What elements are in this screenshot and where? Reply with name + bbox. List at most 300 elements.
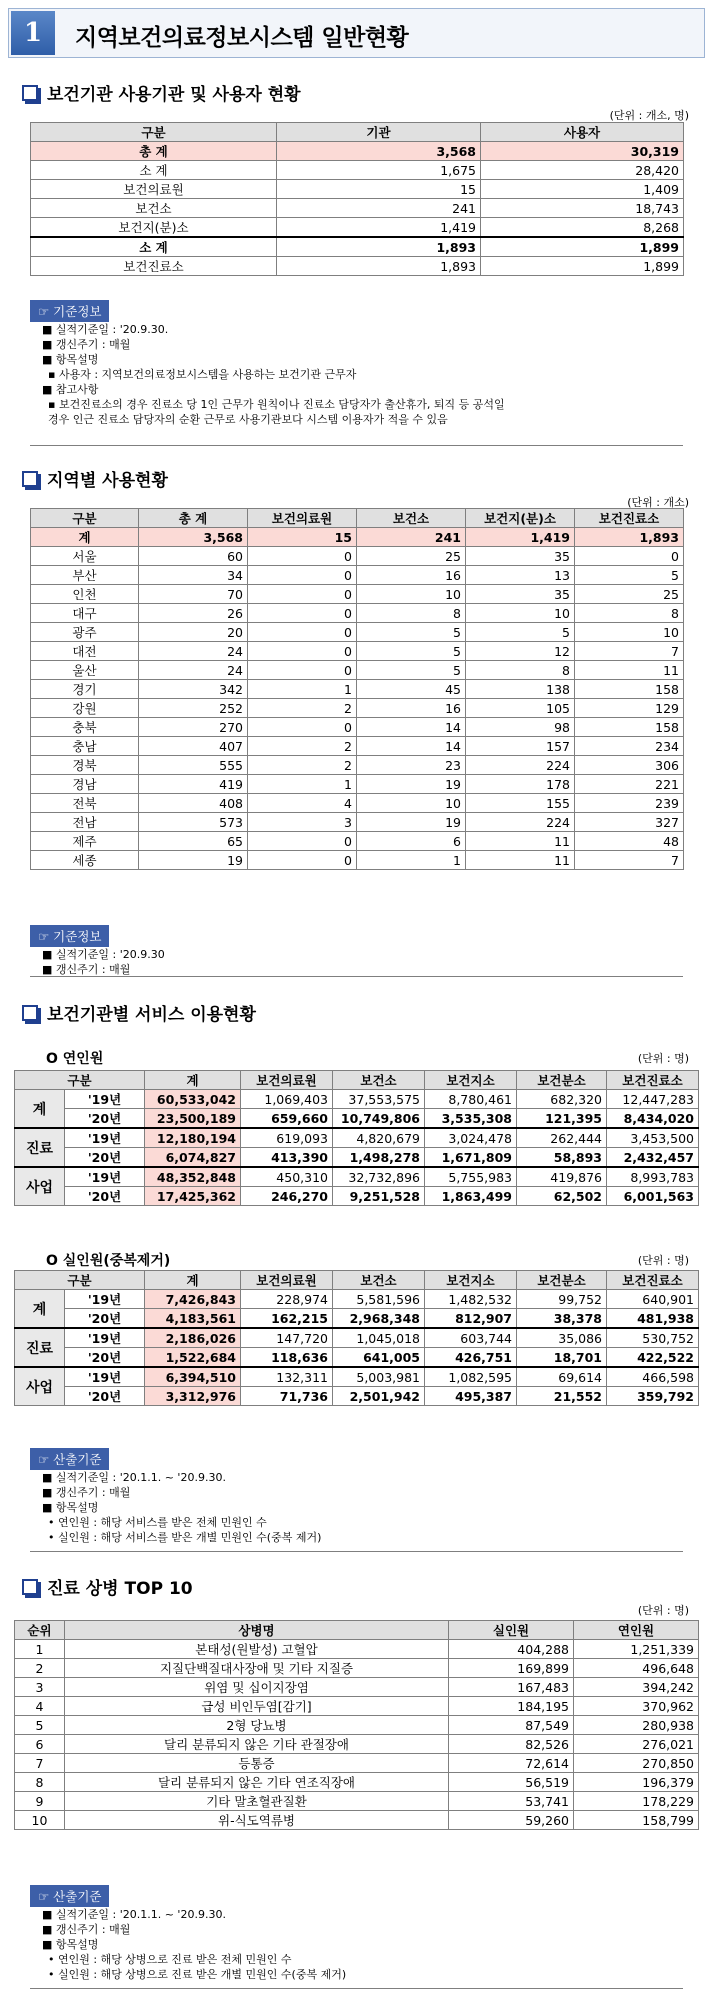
table-cell: 서울 (31, 547, 139, 566)
group-label: 계 (15, 1090, 65, 1129)
table-cell: 53,741 (449, 1792, 574, 1811)
table-cell: 573 (139, 813, 248, 832)
table-cell: 10 (466, 604, 575, 623)
section-title-3: 보건기관별 서비스 이용현황 (22, 1000, 256, 1025)
table-cell: 충북 (31, 718, 139, 737)
table-cell: 221 (575, 775, 684, 794)
table-cell: 위염 및 십이지장염 (65, 1678, 449, 1697)
table-cell: 대구 (31, 604, 139, 623)
table-cell: 6,001,563 (607, 1187, 699, 1206)
table-cell: 138 (466, 680, 575, 699)
column-header: 실인원 (449, 1621, 574, 1640)
table-cell: 0 (248, 832, 357, 851)
table-cell: 8,268 (481, 218, 684, 238)
table-row (15, 1697, 699, 1716)
table-row (15, 1090, 699, 1109)
table-cell: 2형 당뇨병 (65, 1716, 449, 1735)
table-cell: 12 (466, 642, 575, 661)
table-cell: 2 (15, 1659, 65, 1678)
table-header-row (15, 1271, 699, 1290)
table-cell: 경북 (31, 756, 139, 775)
table-cell: 1,482,532 (425, 1290, 517, 1309)
table-cell: 5 (466, 623, 575, 642)
year-label: '19년 (65, 1167, 145, 1187)
table-cell: 8,993,783 (607, 1167, 699, 1187)
year-label: '20년 (65, 1348, 145, 1368)
table-cell: 11 (466, 832, 575, 851)
table-row (31, 566, 684, 585)
table-cell: 481,938 (607, 1309, 699, 1329)
table-row (31, 680, 684, 699)
column-header: 보건분소 (517, 1071, 607, 1090)
table-cell: 2 (248, 737, 357, 756)
group-label: 사업 (15, 1167, 65, 1206)
table-cell: 25 (575, 585, 684, 604)
table-header-row (31, 509, 684, 528)
table-cell: 17,425,362 (145, 1187, 241, 1206)
table-cell: 1,893 (575, 528, 684, 547)
table-cell: 전북 (31, 794, 139, 813)
table-cell: 99,752 (517, 1290, 607, 1309)
table-cell: 407 (139, 737, 248, 756)
table-cell: 1 (15, 1640, 65, 1659)
table-cell: 121,395 (517, 1109, 607, 1129)
table-cell: 252 (139, 699, 248, 718)
column-header: 기관 (277, 123, 481, 142)
info-line: ■ 항목설명 (42, 1938, 99, 1951)
table-cell: 60,533,042 (145, 1090, 241, 1109)
table-cell: 28,420 (481, 161, 684, 180)
table-row (15, 1348, 699, 1368)
table-cell: 70 (139, 585, 248, 604)
table-cell: 1,671,809 (425, 1148, 517, 1168)
table-cell: 지질단백질대사장애 및 기타 지질증 (65, 1659, 449, 1678)
table-cell: 2 (248, 699, 357, 718)
table-row (31, 199, 684, 218)
table-row (15, 1387, 699, 1406)
table-cell: 1,863,499 (425, 1187, 517, 1206)
table-cell: 26 (139, 604, 248, 623)
table-cell: 20 (139, 623, 248, 642)
column-header: 보건소 (357, 509, 466, 528)
table-cell: 34 (139, 566, 248, 585)
table-cell: 56,519 (449, 1773, 574, 1792)
table-cell: 5,581,596 (333, 1290, 425, 1309)
table-row (31, 237, 684, 257)
info-line: ■ 갱신주기 : 매월 (42, 963, 131, 976)
institution-user-table (30, 122, 684, 276)
table-cell: 496,648 (574, 1659, 699, 1678)
table-cell: 184,195 (449, 1697, 574, 1716)
table-cell: 408 (139, 794, 248, 813)
table-cell: 10 (575, 623, 684, 642)
year-label: '20년 (65, 1387, 145, 1406)
info-line: • 연인원 : 해당 서비스를 받은 전체 민원인 수 (48, 1516, 267, 1529)
table-cell: 1,045,018 (333, 1328, 425, 1348)
info-header: ☞ 기준정보 (30, 300, 109, 322)
unique-patients-table (14, 1270, 699, 1406)
table-cell: 48,352,848 (145, 1167, 241, 1187)
table-cell: 5 (357, 642, 466, 661)
table-row (15, 1678, 699, 1697)
table-cell: 급성 비인두염[감기] (65, 1697, 449, 1716)
table-cell: 419 (139, 775, 248, 794)
group-label: 계 (15, 1290, 65, 1329)
info-header: ☞ 산출기준 (30, 1885, 109, 1907)
info-line: ■ 실적기준일 : '20.1.1. ~ '20.9.30. (42, 1908, 226, 1921)
table-cell: 10 (15, 1811, 65, 1830)
table-cell: 1,419 (466, 528, 575, 547)
table-cell: 9 (15, 1792, 65, 1811)
table-cell: 9,251,528 (333, 1187, 425, 1206)
table-cell: 1 (357, 851, 466, 870)
column-header: 보건의료원 (248, 509, 357, 528)
table-cell: 5,755,983 (425, 1167, 517, 1187)
table-row (31, 142, 684, 161)
table-cell: 부산 (31, 566, 139, 585)
column-header: 보건의료원 (241, 1071, 333, 1090)
table-cell: 35 (466, 585, 575, 604)
table-cell: 강원 (31, 699, 139, 718)
year-label: '19년 (65, 1090, 145, 1109)
square-bullet-icon (22, 1005, 38, 1021)
table-cell: 619,093 (241, 1128, 333, 1148)
table-row (15, 1167, 699, 1187)
column-header: 구분 (31, 509, 139, 528)
table-cell: 1,251,339 (574, 1640, 699, 1659)
table-cell: 13 (466, 566, 575, 585)
table-cell: 178,229 (574, 1792, 699, 1811)
table-row (31, 851, 684, 870)
table-cell: 228,974 (241, 1290, 333, 1309)
table-cell: 1 (248, 775, 357, 794)
table-cell: 327 (575, 813, 684, 832)
table-cell: 37,553,575 (333, 1090, 425, 1109)
column-header: 구분 (31, 123, 277, 142)
info-line: ■ 갱신주기 : 매월 (42, 338, 131, 351)
table-cell: 394,242 (574, 1678, 699, 1697)
table-cell: 계 (31, 528, 139, 547)
subsection-title: O 연인원 (46, 1051, 104, 1067)
table-cell: 0 (248, 661, 357, 680)
table-cell: 659,660 (241, 1109, 333, 1129)
unit-label: (단위 : 명) (637, 1604, 689, 1617)
unit-label: (단위 : 명) (637, 1254, 689, 1267)
total-visits-table (14, 1070, 699, 1206)
table-cell: 812,907 (425, 1309, 517, 1329)
table-cell: 10,749,806 (333, 1109, 425, 1129)
table-cell: 426,751 (425, 1348, 517, 1368)
table-cell: 370,962 (574, 1697, 699, 1716)
table-cell: 울산 (31, 661, 139, 680)
square-bullet-icon (22, 471, 38, 487)
table-cell: 0 (248, 585, 357, 604)
info-line: • 실인원 : 해당 서비스를 받은 개별 민원인 수(중복 제거) (48, 1531, 322, 1544)
column-header: 보건지(분)소 (466, 509, 575, 528)
group-label: 진료 (15, 1128, 65, 1167)
table-cell: 132,311 (241, 1367, 333, 1387)
year-label: '20년 (65, 1187, 145, 1206)
table-cell: 641,005 (333, 1348, 425, 1368)
table-cell: 1,069,403 (241, 1090, 333, 1109)
table-row (31, 737, 684, 756)
page-title: 지역보건의료정보시스템 일반현황 (75, 25, 409, 51)
table-cell: 1,899 (481, 237, 684, 257)
table-row (31, 661, 684, 680)
table-row (15, 1659, 699, 1678)
info-header: ☞ 산출기준 (30, 1448, 109, 1470)
info-line: ■ 실적기준일 : '20.9.30. (42, 323, 169, 336)
unit-label: (단위 : 개소) (627, 496, 689, 509)
table-row (31, 794, 684, 813)
table-cell: 158,799 (574, 1811, 699, 1830)
table-row (15, 1367, 699, 1387)
table-cell: 대전 (31, 642, 139, 661)
table-cell: 530,752 (607, 1328, 699, 1348)
info-line: ▪ 사용자 : 지역보건의료정보시스템을 사용하는 보건기관 근무자 (48, 368, 357, 381)
table-cell: 전남 (31, 813, 139, 832)
table-cell: 6,074,827 (145, 1148, 241, 1168)
table-cell: 270 (139, 718, 248, 737)
square-bullet-icon (22, 1579, 38, 1595)
table-cell: 280,938 (574, 1716, 699, 1735)
info-box-1 (30, 300, 683, 446)
square-bullet-icon (22, 85, 38, 101)
table-cell: 8 (466, 661, 575, 680)
info-line: • 연인원 : 해당 상병으로 진료 받은 전체 민원인 수 (48, 1953, 292, 1966)
table-cell: 157 (466, 737, 575, 756)
table-cell: 158 (575, 718, 684, 737)
table-row (31, 528, 684, 547)
table-row (31, 718, 684, 737)
table-cell: 19 (357, 813, 466, 832)
table-cell: 0 (248, 566, 357, 585)
table-cell: 2,501,942 (333, 1387, 425, 1406)
table-cell: 359,792 (607, 1387, 699, 1406)
table-row (15, 1290, 699, 1309)
table-cell: 7 (575, 851, 684, 870)
table-row (15, 1735, 699, 1754)
unit-label: (단위 : 명) (637, 1052, 689, 1065)
table-cell: 342 (139, 680, 248, 699)
section-title-1: 보건기관 사용기관 및 사용자 현황 (22, 80, 301, 105)
table-cell: 제주 (31, 832, 139, 851)
table-cell: 12,447,283 (607, 1090, 699, 1109)
table-cell: 1,893 (277, 257, 481, 276)
table-cell: 30,319 (481, 142, 684, 161)
table-cell: 62,502 (517, 1187, 607, 1206)
table-cell: 129 (575, 699, 684, 718)
section-number: 1 (11, 11, 55, 55)
table-cell: 1,409 (481, 180, 684, 199)
table-cell: 7 (575, 642, 684, 661)
info-header: ☞ 기준정보 (30, 925, 109, 947)
table-cell: 11 (466, 851, 575, 870)
info-line: ■ 항목설명 (42, 353, 99, 366)
table-cell: 82,526 (449, 1735, 574, 1754)
info-line: ■ 참고사항 (42, 383, 99, 396)
table-cell: 422,522 (607, 1348, 699, 1368)
table-cell: 38,378 (517, 1309, 607, 1329)
table-row (15, 1328, 699, 1348)
table-cell: 6,394,510 (145, 1367, 241, 1387)
table-cell: 60 (139, 547, 248, 566)
table-cell: 262,444 (517, 1128, 607, 1148)
info-line: ■ 갱신주기 : 매월 (42, 1486, 131, 1499)
table-cell: 소 계 (31, 161, 277, 180)
table-row (15, 1716, 699, 1735)
table-cell: 달리 분류되지 않은 기타 관절장애 (65, 1735, 449, 1754)
table-cell: 3,312,976 (145, 1387, 241, 1406)
table-cell: 640,901 (607, 1290, 699, 1309)
table-cell: 7 (15, 1754, 65, 1773)
table-row (15, 1640, 699, 1659)
table-cell: 21,552 (517, 1387, 607, 1406)
table-cell: 8 (357, 604, 466, 623)
table-header-row (31, 123, 684, 142)
table-cell: 19 (357, 775, 466, 794)
table-row (31, 775, 684, 794)
table-cell: 419,876 (517, 1167, 607, 1187)
table-cell: 5 (357, 661, 466, 680)
table-row (31, 756, 684, 775)
column-header: 보건소 (333, 1271, 425, 1290)
table-cell: 보건의료원 (31, 180, 277, 199)
regional-usage-table (30, 508, 684, 870)
table-cell: 65 (139, 832, 248, 851)
table-row (15, 1187, 699, 1206)
table-cell: 23,500,189 (145, 1109, 241, 1129)
group-label: 사업 (15, 1367, 65, 1406)
table-cell: 2,432,457 (607, 1148, 699, 1168)
table-cell: 2,186,026 (145, 1328, 241, 1348)
column-header: 보건의료원 (241, 1271, 333, 1290)
table-cell: 87,549 (449, 1716, 574, 1735)
table-cell: 178 (466, 775, 575, 794)
table-cell: 10 (357, 794, 466, 813)
column-header: 보건지소 (425, 1271, 517, 1290)
column-header: 구분 (15, 1271, 145, 1290)
table-cell: 기타 말초혈관질환 (65, 1792, 449, 1811)
table-cell: 58,893 (517, 1148, 607, 1168)
column-header: 상병명 (65, 1621, 449, 1640)
table-cell: 5 (15, 1716, 65, 1735)
table-cell: 276,021 (574, 1735, 699, 1754)
table-cell: 14 (357, 737, 466, 756)
table-cell: 15 (277, 180, 481, 199)
table-cell: 98 (466, 718, 575, 737)
table-cell: 5 (575, 566, 684, 585)
table-cell: 보건소 (31, 199, 277, 218)
year-label: '19년 (65, 1328, 145, 1348)
table-cell: 16 (357, 699, 466, 718)
table-cell: 3 (15, 1678, 65, 1697)
table-row (31, 642, 684, 661)
table-cell: 1,419 (277, 218, 481, 238)
table-cell: 등통증 (65, 1754, 449, 1773)
info-line: ■ 실적기준일 : '20.9.30 (42, 948, 165, 961)
top10-disease-table (14, 1620, 699, 1830)
table-cell: 본태성(원발성) 고혈압 (65, 1640, 449, 1659)
table-row (31, 623, 684, 642)
info-line: ▪ 보건진료소의 경우 진료소 당 1인 근무가 원칙이나 진료소 담당자가 출산휴가, 퇴직 등 공석일 (48, 398, 505, 411)
page-banner (8, 8, 705, 58)
table-cell: 4 (15, 1697, 65, 1716)
table-cell: 3,453,500 (607, 1128, 699, 1148)
table-cell: 118,636 (241, 1348, 333, 1368)
table-cell: 167,483 (449, 1678, 574, 1697)
table-cell: 450,310 (241, 1167, 333, 1187)
table-cell: 3,535,308 (425, 1109, 517, 1129)
table-cell: 169,899 (449, 1659, 574, 1678)
info-box-2 (30, 925, 683, 977)
table-cell: 달리 분류되지 않은 기타 연조직장애 (65, 1773, 449, 1792)
table-cell: 경남 (31, 775, 139, 794)
unit-label: (단위 : 개소, 명) (609, 109, 689, 122)
table-cell: 466,598 (607, 1367, 699, 1387)
table-row (31, 547, 684, 566)
column-header: 총 계 (139, 509, 248, 528)
table-cell: 세종 (31, 851, 139, 870)
table-cell: 0 (248, 718, 357, 737)
column-header: 보건소 (333, 1071, 425, 1090)
year-label: '19년 (65, 1367, 145, 1387)
table-cell: 241 (357, 528, 466, 547)
column-header: 순위 (15, 1621, 65, 1640)
table-row (15, 1811, 699, 1830)
table-cell: 보건진료소 (31, 257, 277, 276)
table-cell: 23 (357, 756, 466, 775)
table-cell: 4 (248, 794, 357, 813)
table-cell: 495,387 (425, 1387, 517, 1406)
table-cell: 241 (277, 199, 481, 218)
column-header: 보건진료소 (575, 509, 684, 528)
column-header: 사용자 (481, 123, 684, 142)
column-header: 보건진료소 (607, 1071, 699, 1090)
table-cell: 3,568 (139, 528, 248, 547)
group-label: 진료 (15, 1328, 65, 1367)
table-cell: 5,003,981 (333, 1367, 425, 1387)
table-row (31, 257, 684, 276)
table-cell: 소 계 (31, 237, 277, 257)
table-cell: 45 (357, 680, 466, 699)
table-cell: 10 (357, 585, 466, 604)
table-cell: 24 (139, 661, 248, 680)
table-cell: 3 (248, 813, 357, 832)
table-cell: 246,270 (241, 1187, 333, 1206)
info-line: • 실인원 : 해당 상병으로 진료 받은 개별 민원인 수(중복 제거) (48, 1968, 347, 1981)
table-cell: 1 (248, 680, 357, 699)
table-cell: 11 (575, 661, 684, 680)
table-header-row (15, 1621, 699, 1640)
table-cell: 0 (248, 642, 357, 661)
table-row (31, 161, 684, 180)
table-row (15, 1773, 699, 1792)
table-cell: 71,736 (241, 1387, 333, 1406)
table-cell: 1,675 (277, 161, 481, 180)
table-cell: 경기 (31, 680, 139, 699)
table-cell: 4,183,561 (145, 1309, 241, 1329)
table-cell: 8 (575, 604, 684, 623)
table-cell: 3,024,478 (425, 1128, 517, 1148)
table-row (15, 1128, 699, 1148)
table-row (15, 1754, 699, 1773)
table-cell: 404,288 (449, 1640, 574, 1659)
table-cell: 413,390 (241, 1148, 333, 1168)
table-cell: 2,968,348 (333, 1309, 425, 1329)
table-cell: 239 (575, 794, 684, 813)
table-row (31, 218, 684, 238)
